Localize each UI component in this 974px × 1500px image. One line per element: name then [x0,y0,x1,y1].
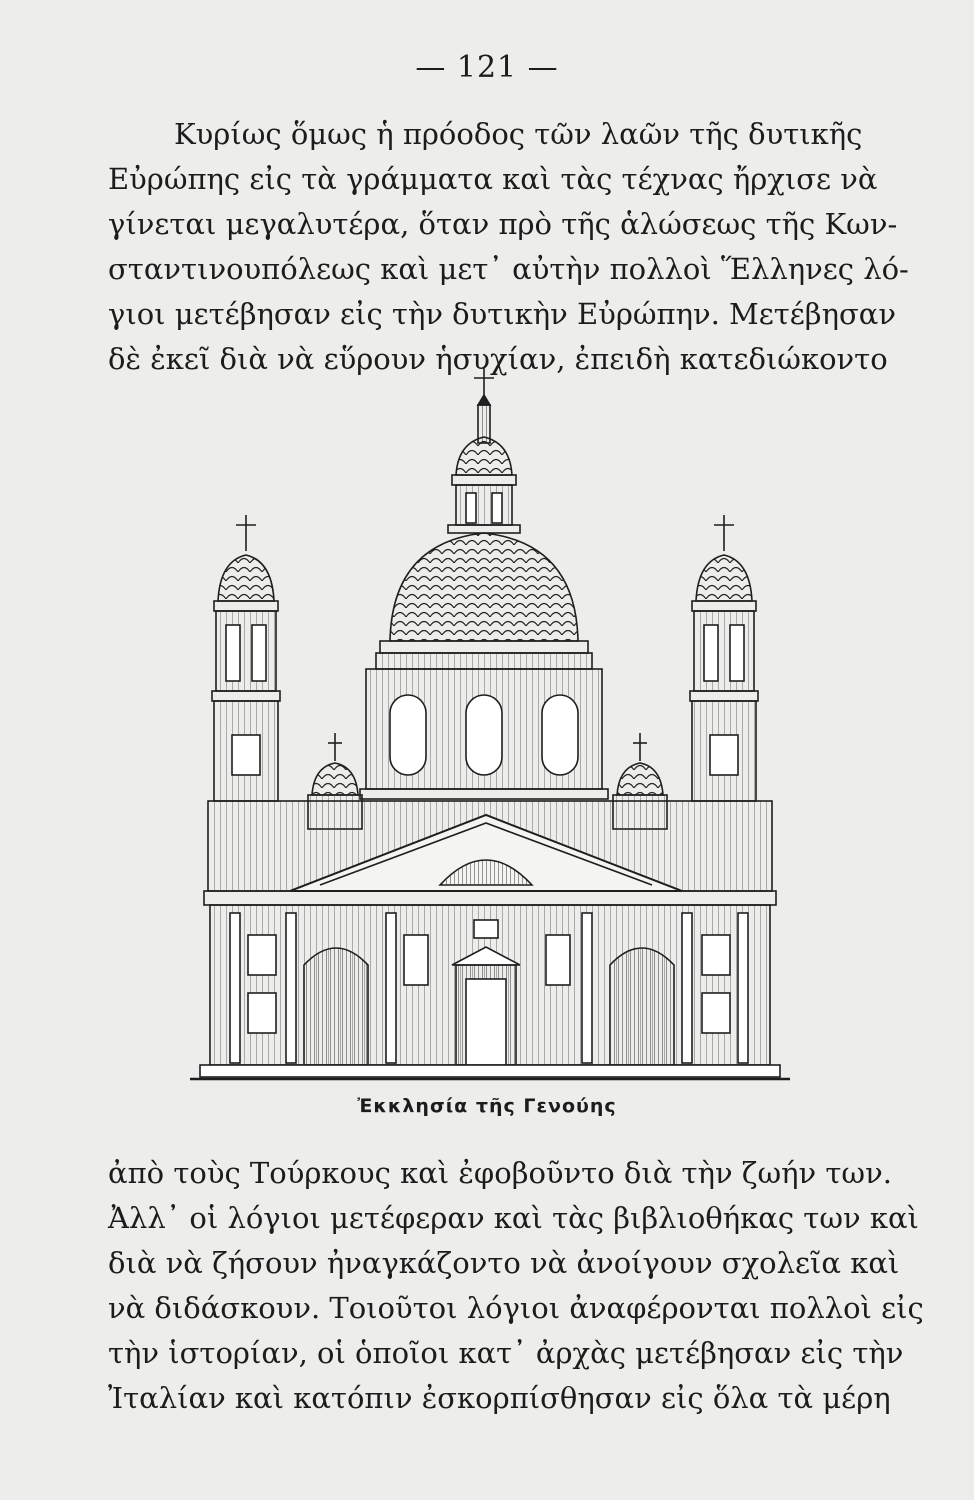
text-line: ἀπὸ τοὺς Τούρκους καὶ ἐφοβοῦντο διὰ τὴν ζωήν των. [108,1156,892,1190]
text-line: γιοι μετέβησαν εἰς τὴν δυτικὴν Εὐρώπην. Μετέβησαν [108,297,896,331]
text-line: Κυρίως ὅμως ἡ πρόοδος τῶν λαῶν τῆς δυτικῆς [174,117,863,151]
text-line: νὰ διδάσκουν. Τοιοῦτοι λόγιοι ἀναφέρονται πολλοὶ εἰς [108,1291,924,1325]
text-line: σταντινουπόλεως καὶ μετ᾽ αὐτὴν πολλοὶ Ἕλληνες λό- [108,252,909,286]
page-number: — 121 — [415,50,559,85]
text-line: Ἰταλίαν καὶ κατόπιν ἐσκορπίσθησαν εἰς ὅλα τὰ μέρη [108,1381,891,1415]
paragraph-top [108,112,909,382]
text-line: Εὐρώπης εἰς τὰ γράμματα καὶ τὰς τέχνας ἤρχισε νὰ [108,162,878,196]
text-line: γίνεται μεγαλυτέρα, ὅταν πρὸ τῆς ἁλώσεως τῆς Κων- [108,207,898,241]
text-line: δὲ ἐκεῖ διὰ νὰ εὕρουν ἡσυχίαν, ἐπειδὴ κατεδιώκοντο [108,342,888,376]
figure-caption: Ἐκκλησία τῆς Γενούης [357,1095,617,1117]
text-line: Ἀλλ᾽ οἱ λόγιοι μετέφεραν καὶ τὰς βιβλιοθήκας των καὶ [108,1201,919,1235]
text-line: διὰ νὰ ζήσουν ἠναγκάζοντο νὰ ἀνοίγουν σχολεῖα καὶ [108,1246,900,1280]
text-line: τὴν ἱστορίαν, οἱ ὁποῖοι κατ᾽ ἀρχὰς μετέβησαν εἰς τὴν [108,1336,904,1370]
paragraph-bottom [108,1151,924,1421]
church-engraving-icon [190,365,790,1090]
